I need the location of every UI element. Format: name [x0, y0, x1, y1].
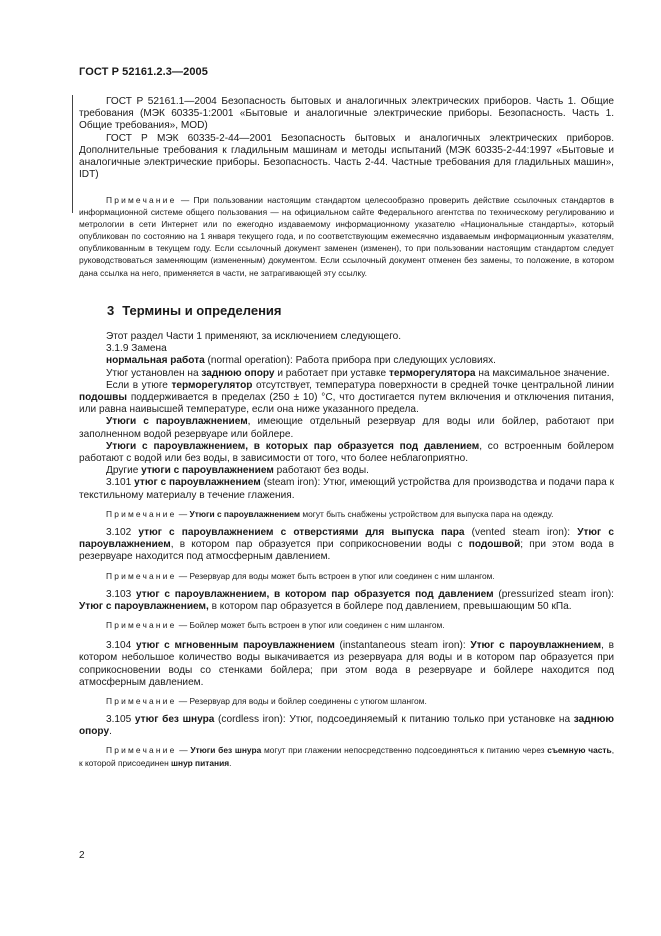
intro-paragraph: Этот раздел Части 1 применяют, за исключением следующего. [106, 331, 402, 342]
note-paragraph: Примечание — Резервуар для воды может быть встроен в утюг или соединен с ним шлангом. [106, 570, 495, 581]
term-3105: 3.105 утюг без шнура (cordless iron): Утюг, подсоединяемый к питанию только при установке на заднюю опору. [79, 714, 614, 738]
note-paragraph: Примечание — Утюги без шнура могут при глажении непосредственно подсоединяться к питанию через съемную часть, к которой присоединен шнур питания. [79, 745, 615, 768]
paragraph: Утюги с пароувлажнением, имеющие отдельный резервуар для воды или бойлер, работают при заполненном водой резервуаре или бойлере. [79, 416, 614, 440]
term-3102: 3.102 утюг с пароувлажнением с отверстиями для выпуска пара (vented steam iron): Утюг с пароувлажнением, в котором пар образуется при соприкосновении воды с подошвой; при этом вода в резервуаре находится под атмосферным давлением. [79, 526, 614, 563]
paragraph: Утюги с пароувлажнением, в которых пар образуется под давлением, со встроенным бойлером работают с водой или без воды, в зависимости от того, что более неблагоприятно. [79, 440, 614, 465]
term-3101: 3.101 утюг с пароувлажнением (steam iron): Утюг, имеющий устройства для производства и подачи пара к текстильному материалу в течение глажения. [79, 477, 614, 501]
note-paragraph: Примечание — Бойлер может быть встроен в утюг или соединен с ним шлангом. [106, 620, 445, 631]
paragraph: Если в утюге терморегулятор отсутствует, температура поверхности в средней точке центральной линии подошвы поддерживается в пределах (250 ± 10) °С, что достигается путем включения и отключения питания, или равна наивысшей температуре, если она ниже указанного предела. [79, 379, 614, 416]
note-block [79, 194, 614, 279]
term-3103: 3.103 утюг с пароувлажнением, в котором пар образуется под давлением (pressurized steam iron): Утюг с пароувлажнением, в котором пар образуется в бойлере под давлением, превышающим 50 кПа. [79, 588, 614, 612]
change-bar [72, 95, 73, 213]
note-paragraph: Примечание — Резервуар для воды и бойлер соединены с утюгом шлангом. [106, 695, 427, 706]
note-paragraph: Примечание — При пользовании настоящим стандартом целесообразно проверить действие ссылочных стандартов в информационной системе общего пользования — на официальном сайте Федерального агентства по техническому регулированию и метрологии в сети Интернет или по ежегодно издаваемому информационному указателю «Национальные стандарты», который опубликован по состоянию на 1 января текущего года, и по соответствующим ежемесячно издаваемым информационным указателям, опубликованным в текущем году. Если ссылочный документ заменен (изменен), то при пользовании настоящим стандартом следует руководствоваться заменяющим (измененным) документом. Если ссылочный документ отменен без замены, то положение, в котором дана ссылка на него, применяется в части, не затрагивающей эту ссылку. [79, 195, 614, 278]
reference-item: ГОСТ Р 52161.1—2004 Безопасность бытовых и аналогичных электрических приборов. Часть 1. Общие требования (МЭК 60335-1:2001 «Бытовые и аналогичные электрические приборы. Безопасность. Часть 1. Общие требования», MOD) [79, 96, 614, 132]
reference-list [79, 96, 614, 181]
normal-operation-term: нормальная работа (normal operation): Работа прибора при следующих условиях. [106, 355, 496, 367]
document-header: ГОСТ Р 52161.2.3—2005 [79, 66, 208, 78]
paragraph: Утюг установлен на заднюю опору и работает при уставке терморегулятора на максимальное значение. [106, 367, 610, 379]
term-3104: 3.104 утюг с мгновенным пароувлажнением (instantaneous steam iron): Утюг с пароувлажнением, в котором небольшое количество воды выкачивается из резервуара для воды и в котором пар образуется при соприкосновении воды со стенками бойлера; при этом вода в резервуаре и бойлере находится под атмосферным давлением. [79, 640, 614, 688]
definitions-block [79, 331, 614, 769]
note-label: Примечание [106, 195, 177, 205]
paragraph: Другие утюги с пароувлажнением работают без воды. [106, 465, 369, 477]
note-paragraph: Примечание — Утюги с пароувлажнением могут быть снабжены устройством для выпуска пара на одежду. [106, 508, 554, 519]
page-number: 2 [79, 850, 85, 861]
clause-319: 3.1.9 Замена [106, 343, 167, 355]
section-heading: 3 Термины и определения [107, 303, 282, 318]
reference-item: ГОСТ Р МЭК 60335-2-44—2001 Безопасность бытовых и аналогичных электрических приборов. Дополнительные требования к гладильным машинам и методы испытаний (МЭК 60335-2-44:1997 «Бытовые и аналогичные электрические приборы. Безопасность. Часть 2-44. Частные требования для гладильных машин», IDT) [79, 132, 614, 181]
